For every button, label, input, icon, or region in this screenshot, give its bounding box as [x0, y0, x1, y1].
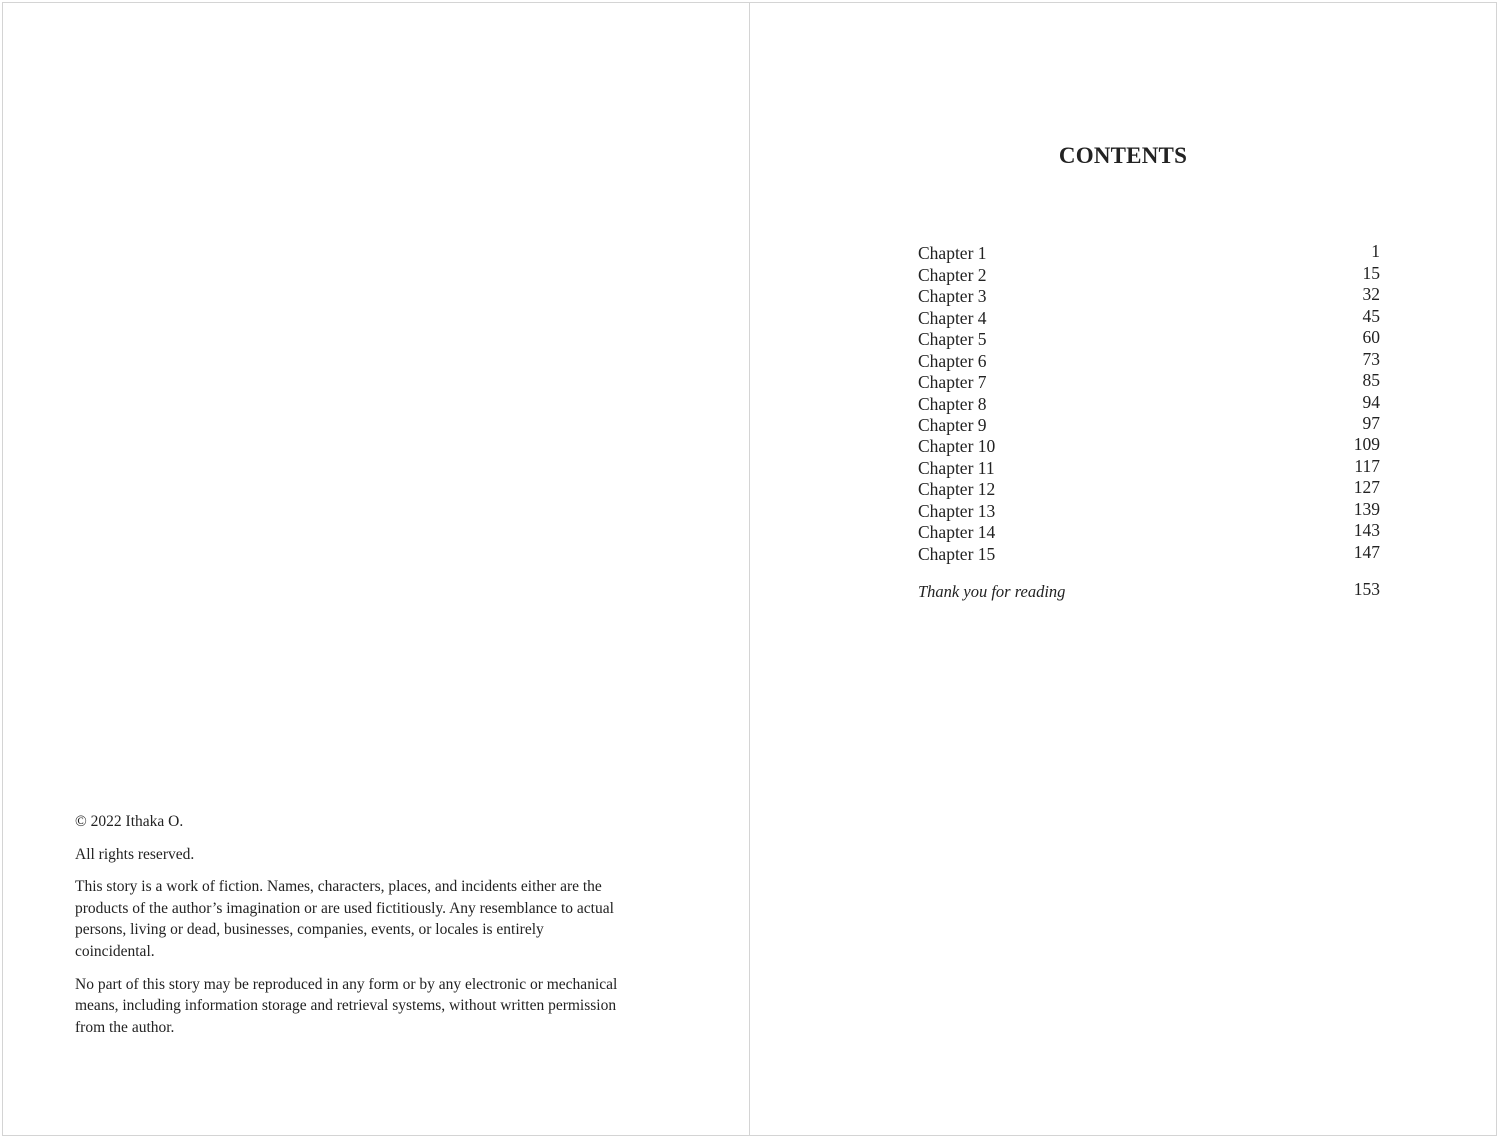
copyright-page	[2, 2, 750, 1136]
toc-entry-2[interactable]	[918, 264, 1380, 285]
contents-list	[918, 243, 1380, 565]
toc-entry-label: Thank you for reading	[918, 582, 1066, 601]
toc-entry-label: Chapter 14	[918, 522, 996, 543]
contents-title: CONTENTS	[1058, 143, 1188, 168]
toc-entry-3[interactable]	[918, 286, 1380, 307]
toc-entry-label: Chapter 4	[918, 307, 987, 328]
toc-entry-8[interactable]	[918, 393, 1380, 414]
toc-entry-page: 15	[1362, 262, 1380, 283]
toc-entry-12[interactable]	[918, 479, 1380, 500]
toc-entry-11[interactable]	[918, 457, 1380, 478]
rights-reserved: All rights reserved.	[75, 845, 195, 863]
toc-entry-page: 60	[1362, 327, 1380, 348]
toc-entry-page: 153	[1353, 579, 1380, 599]
toc-entry-13[interactable]	[918, 500, 1380, 521]
toc-entry-label: Chapter 15	[918, 543, 996, 564]
toc-entry-label: Chapter 5	[918, 329, 987, 350]
toc-entry-label: Chapter 12	[918, 479, 996, 500]
toc-entry-4[interactable]	[918, 307, 1380, 328]
toc-entry-10[interactable]	[918, 436, 1380, 457]
toc-entry-14[interactable]	[918, 522, 1380, 543]
toc-entry-15[interactable]	[918, 543, 1380, 564]
toc-entry-label: Chapter 13	[918, 500, 996, 521]
toc-entry-label: Chapter 10	[918, 436, 996, 457]
toc-entry-label: Chapter 2	[918, 264, 987, 285]
fiction-notice: This story is a work of fiction. Names, characters, places, and incidents either are the products of the author’s imagination or are used fictitiously. Any resemblance to actual persons, living or dead, businesses, companies, events, or locales is entirely coincidental.	[75, 878, 614, 960]
copyright-block	[75, 811, 620, 1049]
toc-entry-label: Chapter 8	[918, 393, 987, 414]
reproduction-notice: No part of this story may be reproduced in any form or by any electronic or mechanical means, including information storage and retrieval systems, without written permission from the author.	[75, 975, 618, 1036]
toc-entry-page: 143	[1353, 520, 1380, 541]
toc-entry-label: Chapter 11	[918, 457, 995, 478]
toc-entry-5[interactable]	[918, 329, 1380, 350]
toc-entry-6[interactable]	[918, 350, 1380, 371]
toc-entry-page: 1	[1371, 241, 1380, 262]
contents-page	[749, 2, 1497, 1136]
toc-entry-page: 32	[1362, 284, 1380, 305]
toc-entry-page: 127	[1353, 477, 1380, 498]
toc-entry-page: 94	[1362, 391, 1380, 412]
toc-entry-7[interactable]	[918, 372, 1380, 393]
toc-entry-1[interactable]	[918, 243, 1380, 264]
toc-entry-page: 117	[1354, 455, 1380, 476]
toc-entry-page: 73	[1362, 348, 1380, 369]
toc-entry-label: Chapter 3	[918, 286, 987, 307]
toc-entry-label: Chapter 9	[918, 414, 987, 435]
toc-entry-label: Chapter 6	[918, 350, 987, 371]
toc-entry-page: 139	[1353, 498, 1380, 519]
toc-entry-label: Chapter 1	[918, 243, 987, 264]
toc-entry-page: 109	[1353, 434, 1380, 455]
toc-entry-page: 147	[1353, 541, 1380, 562]
copyright-line: © 2022 Ithaka O.	[75, 813, 184, 830]
toc-entry-label: Chapter 7	[918, 372, 987, 393]
toc-entry-page: 97	[1362, 412, 1380, 433]
toc-entry-page: 45	[1362, 305, 1380, 326]
toc-entry-page: 85	[1362, 370, 1380, 391]
toc-entry-thank-you[interactable]	[918, 581, 1380, 602]
toc-entry-9[interactable]	[918, 412, 1380, 436]
